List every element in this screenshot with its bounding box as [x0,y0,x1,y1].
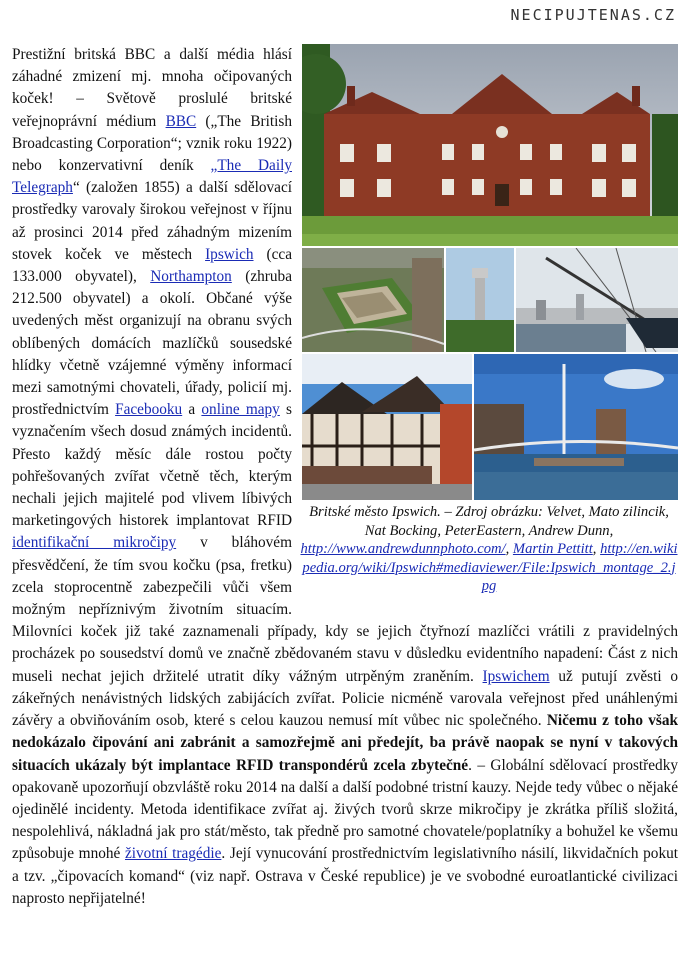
photo-mansion [302,44,678,246]
link-online-map[interactable]: online mapy [201,401,280,419]
article-text: Prestižní britská BBC a další média hlásí záhadné zmizení mj. mnoha očipovaných koček! – Světově proslulé britské veřejnoprávní médium BBC („The British Broadcasting Corporation“; vznik roku 1922) nebo konzervativní deník „The Daily Telegraph“ (založen 1855) a další sdělovací prostředky varovaly širokou veřejnost v říjnu až prosinci 2014 před záhadným mizením stovek koček ve městech Ipswich (cca 133.000 obyvatel), Northampton (zhruba 212.500 obyvatel) a okolí. Občané výše uvedených měst organizují na obranu svých oblíbených domácích mazlíčků sousedské hlídky včetně vzájemné výměny informací mezi samotnými chovateli, úřady, policií mj. prostřednictvím Facebooku a online mapy s vyznačením všech dosud známých incidentů. Přesto každý měsíc dále rostou počty pohřešovaných zvířat včetně těch, kterým nechali jejich majitelé pod vlivem líbivých marketingových historek implantovat RFID identifikační mikročipy v bláhovém přesvědčení, že tím svou kočku (psa, fretku) zcela stoprocentně zabezpečili vůči všem možným nepříznivým životním situacím. Milovníci koček již také zaznamenali případy, kdy se jejich čtyřnozí mazlíčci vrátili z pravidelných procházek po sousedství domů ve značně zbědovaném stavu v důsledku evidentního napadení: Část z nich museli nechat jejich držitelé utratit díky vážným utrpěným zraněním. Ipswichem už putují zvěsti o zákeřných nenávistných lidských zabijácích zvířat. Policie nicméně varovala veřejnost před unáhlenými závěry a obviňováním osob, které s celou kauzou nemusí mít vůbec nic společného. Ničemu z toho však nedokázalo čipování ani zabránit a samozřejmě ani předejít, ba právě naopak se nyní v takových situacích ukázaly být implantace RFID transpondérů zcela zbytečné. – Globální sdělovací prostředky opakovaně upozorňují obzvláště roku 2014 na další a další podobné tristní kauzy. Nejde tedy vůbec o nějaké ojedinělé incidenty. Metoda identifikace zvířat aj. živých tvorů skrze mikročipy je zkrátka příliš složitá, nespolehlivá, nákladná jak pro stát/město, tak předně pro samotné chovatele/poplatníky a bohužel ke všemu způsobuje mnohé životní tragédie. Její vynucování prostřednictvím legislativního násilí, likvidačních pokut a tzv. „čipovacích komand“ (viz např. Ostrava v České republice) je ve svobodné euroatlantické civilizaci naprosto nepřijatelné! [12,46,678,907]
link-life-tragedies[interactable]: životní tragédie [124,845,222,863]
photo-aerial-view [302,248,444,352]
photo-tall-ship [516,248,678,352]
figure-caption: Britské město Ipswich. – Zdroj obrázku: Velvet, Mato zilincik, Nat Bocking, PeterEastern, Andrew Dunn, http://www.andrewdunnphoto.com/, Martin Pettitt, http://en.wikipedia.org/wiki/Ipswich#mediaviewer/File:Ipswich_montage_2.jpg [300,504,678,594]
link-daily-telegraph[interactable]: „The Daily Telegraph [12,157,292,197]
link-bbc[interactable]: BBC [165,112,197,130]
ipswich-figure [300,44,678,596]
caption-link-andrewdunn[interactable]: http://www.andrewdunnphoto.com/ [300,541,506,557]
link-facebook[interactable]: Facebooku [115,401,183,419]
link-ipswichem[interactable]: Ipswichem [482,667,550,685]
ipswich-photo-montage [302,44,678,500]
site-logo[interactable]: NECIPUJTENAS.CZ [510,6,676,24]
caption-link-wikipedia[interactable]: http://en.wikipedia.org/wiki/Ipswich#mediaviewer/File:Ipswich_montage_2.jpg [302,541,678,594]
link-identification-microchips[interactable]: identifikační mikročipy [12,534,177,552]
link-ipswich[interactable]: Ipswich [205,245,254,263]
photo-tudor-street [302,354,472,500]
bold-statement: Ničemu z toho však nedokázalo čipování ani zabránit a samozřejmě ani předejít, ba právě naopak se nyní v takových situacích ukázaly být implantace RFID transpondérů zcela zbytečné [12,712,678,774]
article-body [12,44,678,910]
link-northampton[interactable]: Northampton [150,268,232,286]
photo-waterfront [474,354,678,500]
caption-link-martin-pettitt[interactable]: Martin Pettitt [512,541,593,557]
photo-tower [446,248,514,352]
